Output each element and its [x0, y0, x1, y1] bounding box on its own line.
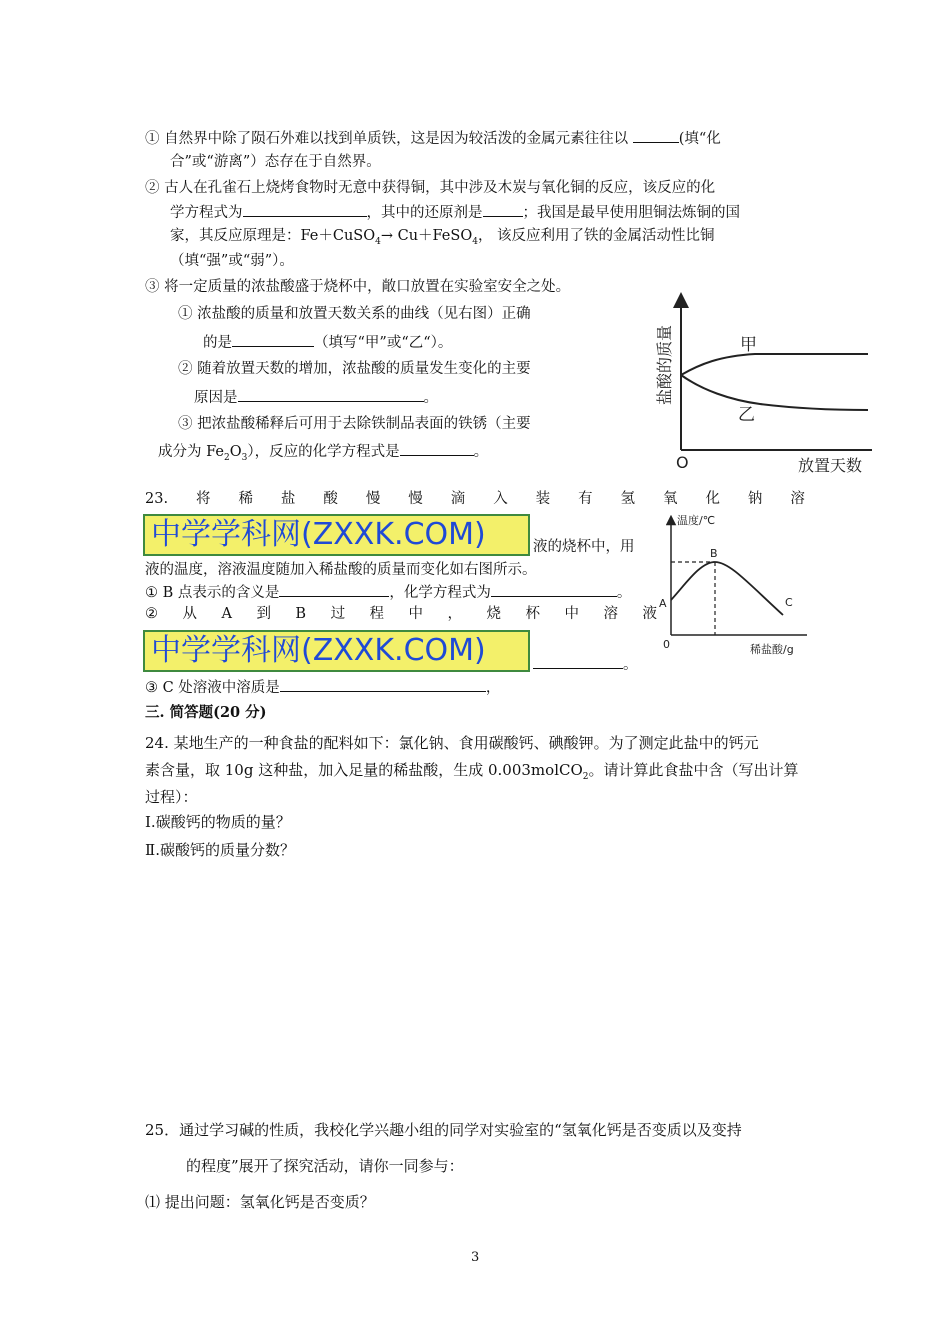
answer-blank[interactable]	[238, 387, 424, 402]
x-axis-label: 放置天数	[798, 456, 863, 475]
q25-line-3: ⑴ 提出问题：氢氧化钙是否变质？	[145, 1193, 375, 1211]
temperature-graph	[655, 510, 813, 660]
curve-yi-label: 乙	[738, 405, 755, 425]
q22-line-1: ① 自然界中除了陨石外难以找到单质铁，这是因为较活泼的金属元素往往以 (填“化	[145, 128, 721, 149]
curve-yi	[681, 375, 868, 410]
q22-line-12: ③ 把浓盐酸稀释后可用于去除铁制品表面的铁锈（主要	[178, 416, 531, 432]
q22-line-11: 原因是 。	[194, 387, 438, 408]
answer-blank[interactable]	[280, 677, 486, 692]
page-number: 3	[471, 1250, 480, 1265]
answer-blank[interactable]	[633, 128, 679, 143]
answer-blank[interactable]	[243, 202, 367, 217]
q24-line-2: 素含量，取 10g 这种盐，加入足量的稀盐酸，生成 0.003molCO$_2$。请计算此食盐中含（写出计算	[145, 761, 799, 782]
watermark-banner: 中学学科网(ZXXK.COM)	[143, 514, 530, 556]
q22-line-10: ② 随着放置天数的增加，浓盐酸的质量发生变化的主要	[178, 361, 531, 377]
y-axis-label: 盐酸的质量	[655, 324, 674, 405]
acid-mass-graph	[640, 290, 880, 480]
q25-line-2: 的程度”展开了探究活动，请你一同参与：	[186, 1157, 464, 1175]
q24-line-3: 过程）：	[145, 788, 198, 806]
origin-label: 0	[663, 638, 670, 651]
q22-line-8: ① 浓盐酸的质量和放置天数关系的曲线（见右图）正确	[178, 306, 531, 322]
temperature-curve	[671, 562, 783, 615]
point-c-label: C	[785, 596, 793, 609]
watermark-banner: 中学学科网(ZXXK.COM)	[143, 630, 530, 672]
q25-line-1: 25．通过学习碱的性质，我校化学兴趣小组的同学对实验室的“氢氧化钙是否变质以及变持	[145, 1121, 742, 1139]
q24-line-5: Ⅱ.碳酸钙的质量分数？	[145, 841, 295, 859]
origin-label: O	[676, 453, 689, 472]
q22-line-7: ③ 将一定质量的浓盐酸盛于烧杯中，敞口放置在实验室安全之处。	[145, 279, 571, 295]
y-axis-label: 温度/℃	[677, 514, 716, 527]
answer-blank[interactable]	[400, 441, 474, 456]
q22-line-9: 的是 （填写“甲”或“乙“）。	[203, 332, 452, 353]
q22-line-2: 合”或“游离”）态存在于自然界。	[170, 154, 381, 170]
q24-line-1: 24. 某地生产的一种食盐的配料如下：氯化钠、食用碳酸钙、碘酸钾。为了测定此盐中的钙元	[145, 734, 759, 752]
q22-line-13: 成分为 $Fe_2O_3$），反应的化学方程式是 。	[158, 441, 488, 468]
q23-line-1: 23. 将 稀 盐 酸 慢 慢 滴 入 装 有 氢 氧 化 钠 溶	[145, 491, 805, 507]
q23-line-6: 。	[533, 654, 638, 675]
q22-line-3: ② 古人在孔雀石上烧烤食物时无意中获得铜，其中涉及木炭与氧化铜的反应，该反应的化	[145, 180, 716, 196]
q22-line-4: 学方程式为 ，其中的还原剂是 ；我国是最早使用胆铜法炼铜的国	[170, 202, 740, 223]
answer-blank[interactable]	[483, 202, 523, 217]
curve-jia	[681, 354, 868, 375]
point-b-label: B	[710, 547, 718, 560]
answer-blank[interactable]	[232, 332, 314, 347]
q24-line-4: I.碳酸钙的物质的量？	[145, 813, 291, 831]
answer-blank[interactable]	[279, 582, 389, 597]
q23-line-7: ③ C 处溶液中溶质是 ，	[145, 677, 500, 698]
curve-jia-label: 甲	[740, 335, 757, 355]
x-axis-label: 稀盐酸/g	[750, 643, 794, 656]
answer-blank[interactable]	[533, 654, 623, 669]
section-heading: 三. 简答题(20 分)	[145, 704, 267, 721]
q23-line-2: 液的烧杯中，用	[533, 539, 635, 555]
q23-line-5: ② 从 A 到 B 过 程 中 ， 烧 杯 中 溶 液	[145, 606, 657, 622]
q23-line-4: ① B 点表示的含义是 ，化学方程式为 。	[145, 582, 631, 603]
answer-blank[interactable]	[491, 582, 617, 597]
q22-line-5: 家，其反应原理是：Fe＋CuSO$_4$→ Cu＋FeSO$_4$， 该反应利用了铁的金属活动性比铜	[170, 228, 715, 247]
q22-line-6: （填“强”或“弱”）。	[170, 253, 294, 269]
point-a-label: A	[659, 597, 667, 610]
q23-line-3: 液的温度，溶液温度随加入稀盐酸的质量而变化如右图所示。	[145, 562, 537, 578]
